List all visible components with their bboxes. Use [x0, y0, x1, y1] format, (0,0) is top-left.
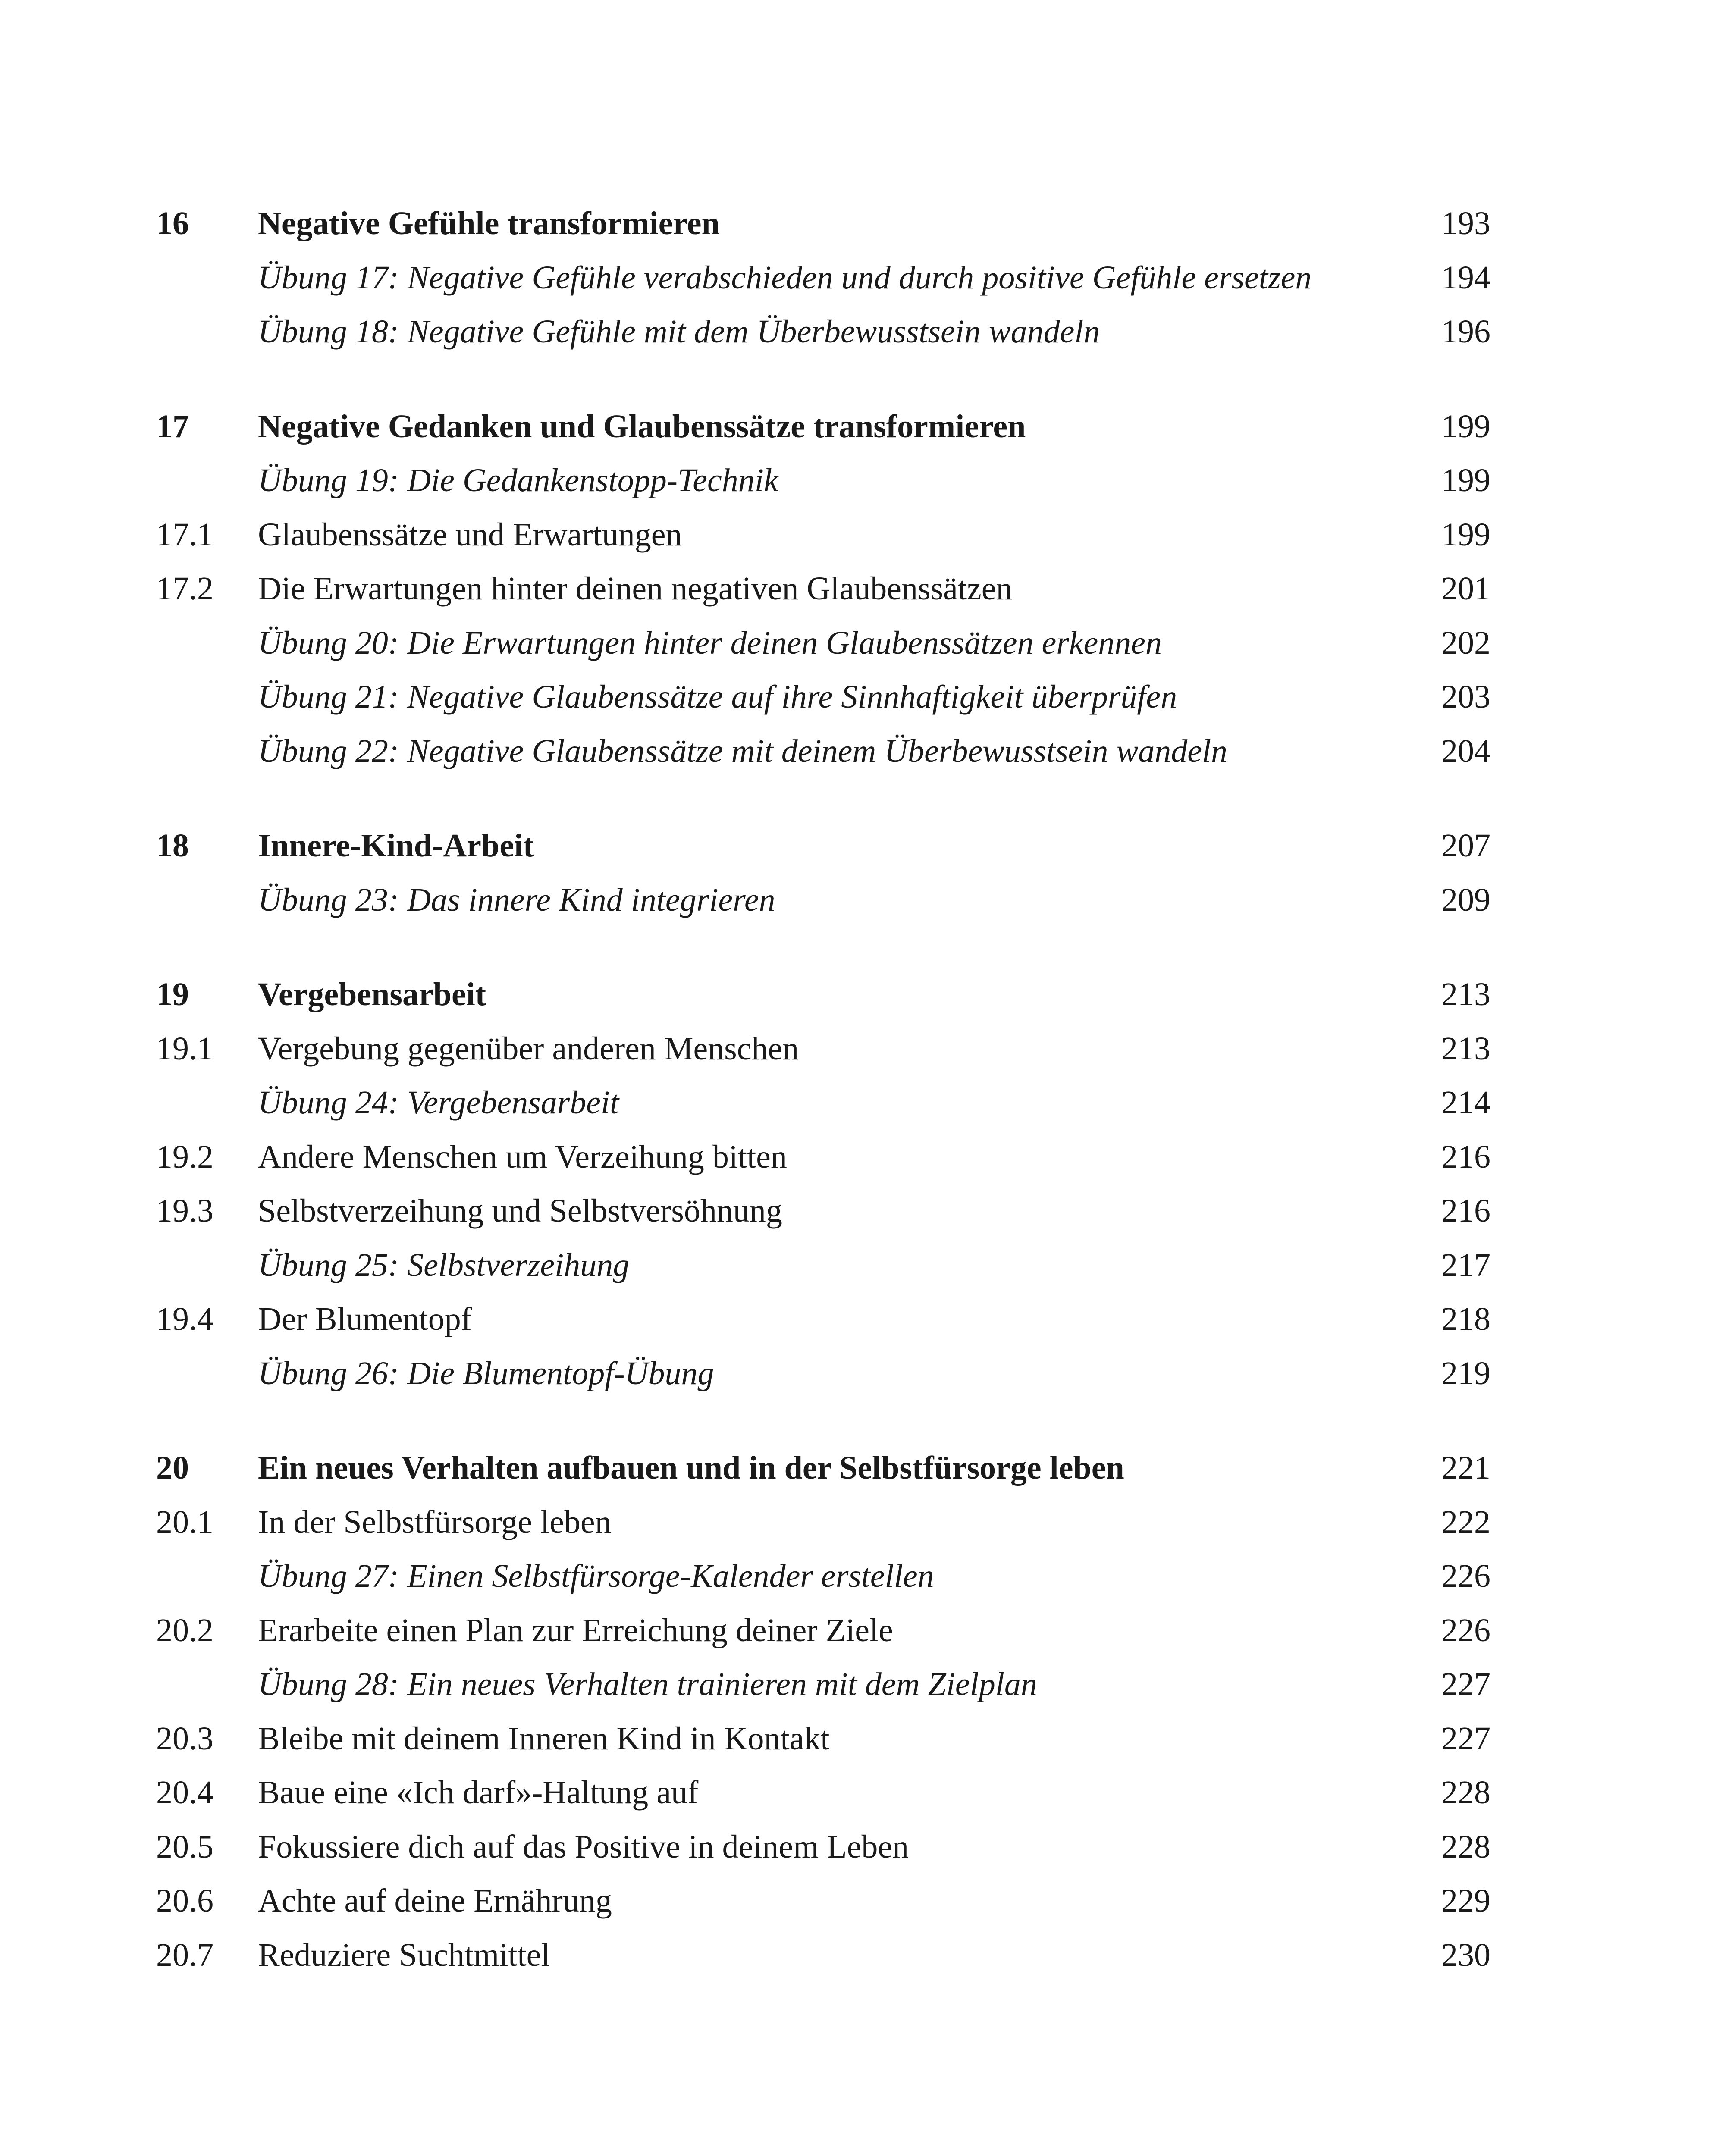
entry-page-number: 226	[1441, 1558, 1490, 1594]
entry-page-number: 222	[1441, 1504, 1490, 1540]
entry-number: 20.3	[156, 1720, 213, 1757]
chapter-entry	[0, 400, 1732, 454]
section-entry	[0, 1022, 1732, 1076]
entry-page-number: 202	[1441, 625, 1490, 661]
entry-number: 17.2	[156, 570, 213, 607]
entry-page-number: 219	[1441, 1355, 1490, 1391]
section-entry	[0, 1820, 1732, 1874]
exercise-entry	[0, 1658, 1732, 1711]
exercise-entry	[0, 670, 1732, 724]
entry-title: Vergebung gegenüber anderen Menschen	[258, 1031, 799, 1067]
section-entry	[0, 562, 1732, 616]
section-entry	[0, 1874, 1732, 1928]
entry-page-number: 227	[1441, 1666, 1490, 1702]
entry-title: Der Blumentopf	[258, 1301, 472, 1337]
entry-page-number: 199	[1441, 462, 1490, 498]
entry-title: Andere Menschen um Verzeihung bitten	[258, 1139, 787, 1175]
section-entry	[0, 1712, 1732, 1766]
entry-number: 17.1	[156, 517, 213, 553]
entry-number: 20.4	[156, 1774, 213, 1811]
entry-number: 20.5	[156, 1829, 213, 1865]
chapter-entry	[0, 1441, 1732, 1495]
section-entry	[0, 508, 1732, 562]
entry-page-number: 196	[1441, 313, 1490, 350]
entry-number: 20.7	[156, 1937, 213, 1973]
entry-title: Innere-Kind-Arbeit	[258, 827, 534, 864]
entry-page-number: 209	[1441, 882, 1490, 918]
entry-title: Reduziere Suchtmittel	[258, 1937, 550, 1973]
entry-page-number: 216	[1441, 1193, 1490, 1229]
entry-title: Übung 22: Negative Glaubenssätze mit deinem Überbewusstsein wandeln	[258, 733, 1228, 769]
entry-title: Bleibe mit deinem Inneren Kind in Kontakt	[258, 1720, 830, 1757]
entry-page-number: 199	[1441, 408, 1490, 445]
entry-title: Übung 26: Die Blumentopf-Übung	[258, 1355, 714, 1391]
entry-page-number: 203	[1441, 679, 1490, 715]
section-entry	[0, 1766, 1732, 1820]
entry-number: 20.1	[156, 1504, 213, 1540]
exercise-entry	[0, 1076, 1732, 1130]
entry-title: Übung 17: Negative Gefühle verabschieden und durch positive Gefühle ersetzen	[258, 260, 1312, 296]
entry-page-number: 216	[1441, 1139, 1490, 1175]
entry-title: Fokussiere dich auf das Positive in deinem Leben	[258, 1829, 909, 1865]
entry-number: 20.2	[156, 1612, 213, 1648]
entry-number: 20.6	[156, 1883, 213, 1919]
exercise-entry	[0, 454, 1732, 508]
section-entry	[0, 1495, 1732, 1549]
exercise-entry	[0, 724, 1732, 778]
section-entry	[0, 1184, 1732, 1238]
entry-title: Selbstverzeihung und Selbstversöhnung	[258, 1193, 782, 1229]
entry-title: Übung 19: Die Gedankenstopp-Technik	[258, 462, 778, 498]
entry-page-number: 204	[1441, 733, 1490, 769]
chapter-entry	[0, 197, 1732, 251]
exercise-entry	[0, 873, 1732, 927]
entry-title: Übung 28: Ein neues Verhalten trainieren mit dem Zielplan	[258, 1666, 1037, 1702]
exercise-entry	[0, 251, 1732, 305]
entry-page-number: 228	[1441, 1829, 1490, 1865]
entry-title: Übung 23: Das innere Kind integrieren	[258, 882, 775, 918]
entry-page-number: 228	[1441, 1774, 1490, 1811]
entry-page-number: 230	[1441, 1937, 1490, 1973]
entry-title: Achte auf deine Ernährung	[258, 1883, 612, 1919]
entry-page-number: 207	[1441, 827, 1490, 864]
entry-page-number: 218	[1441, 1301, 1490, 1337]
entry-page-number: 226	[1441, 1612, 1490, 1648]
chapter-entry	[0, 819, 1732, 873]
exercise-entry	[0, 1347, 1732, 1401]
entry-page-number: 221	[1441, 1450, 1490, 1486]
entry-number: 19.1	[156, 1031, 213, 1067]
entry-title: Glaubenssätze und Erwartungen	[258, 517, 682, 553]
entry-number: 19	[156, 976, 189, 1012]
entry-page-number: 213	[1441, 1031, 1490, 1067]
entry-title: Übung 20: Die Erwartungen hinter deinen Glaubenssätzen erkennen	[258, 625, 1162, 661]
entry-page-number: 214	[1441, 1084, 1490, 1121]
section-entry	[0, 1928, 1732, 1982]
entry-title: Baue eine «Ich darf»-Haltung auf	[258, 1774, 699, 1811]
entry-title: Erarbeite einen Plan zur Erreichung deiner Ziele	[258, 1612, 893, 1648]
entry-page-number: 213	[1441, 976, 1490, 1012]
entry-title: Übung 21: Negative Glaubenssätze auf ihre Sinnhaftigkeit überprüfen	[258, 679, 1177, 715]
entry-number: 19.2	[156, 1139, 213, 1175]
entry-title: Übung 27: Einen Selbstfürsorge-Kalender erstellen	[258, 1558, 934, 1594]
exercise-entry	[0, 616, 1732, 670]
entry-page-number: 199	[1441, 517, 1490, 553]
entry-number: 19.4	[156, 1301, 213, 1337]
entry-number: 16	[156, 205, 189, 241]
section-entry	[0, 1130, 1732, 1184]
exercise-entry	[0, 305, 1732, 359]
entry-title: Negative Gedanken und Glaubenssätze transformieren	[258, 408, 1026, 445]
entry-title: Negative Gefühle transformieren	[258, 205, 720, 241]
exercise-entry	[0, 1549, 1732, 1603]
entry-title: Ein neues Verhalten aufbauen und in der Selbstfürsorge leben	[258, 1450, 1124, 1486]
entry-title: Übung 24: Vergebensarbeit	[258, 1084, 619, 1121]
entry-number: 20	[156, 1450, 189, 1486]
entry-title: Übung 18: Negative Gefühle mit dem Überbewusstsein wandeln	[258, 313, 1100, 350]
entry-page-number: 194	[1441, 260, 1490, 296]
entry-number: 18	[156, 827, 189, 864]
entry-title: In der Selbstfürsorge leben	[258, 1504, 612, 1540]
entry-title: Übung 25: Selbstverzeihung	[258, 1247, 630, 1283]
chapter-entry	[0, 968, 1732, 1022]
section-entry	[0, 1604, 1732, 1658]
entry-number: 19.3	[156, 1193, 213, 1229]
entry-title: Die Erwartungen hinter deinen negativen Glaubenssätzen	[258, 570, 1013, 607]
entry-page-number: 229	[1441, 1883, 1490, 1919]
entry-title: Vergebensarbeit	[258, 976, 486, 1012]
entry-page-number: 217	[1441, 1247, 1490, 1283]
exercise-entry	[0, 1238, 1732, 1292]
section-entry	[0, 1292, 1732, 1346]
entry-page-number: 227	[1441, 1720, 1490, 1757]
entry-number: 17	[156, 408, 189, 445]
entry-page-number: 193	[1441, 205, 1490, 241]
entry-page-number: 201	[1441, 570, 1490, 607]
